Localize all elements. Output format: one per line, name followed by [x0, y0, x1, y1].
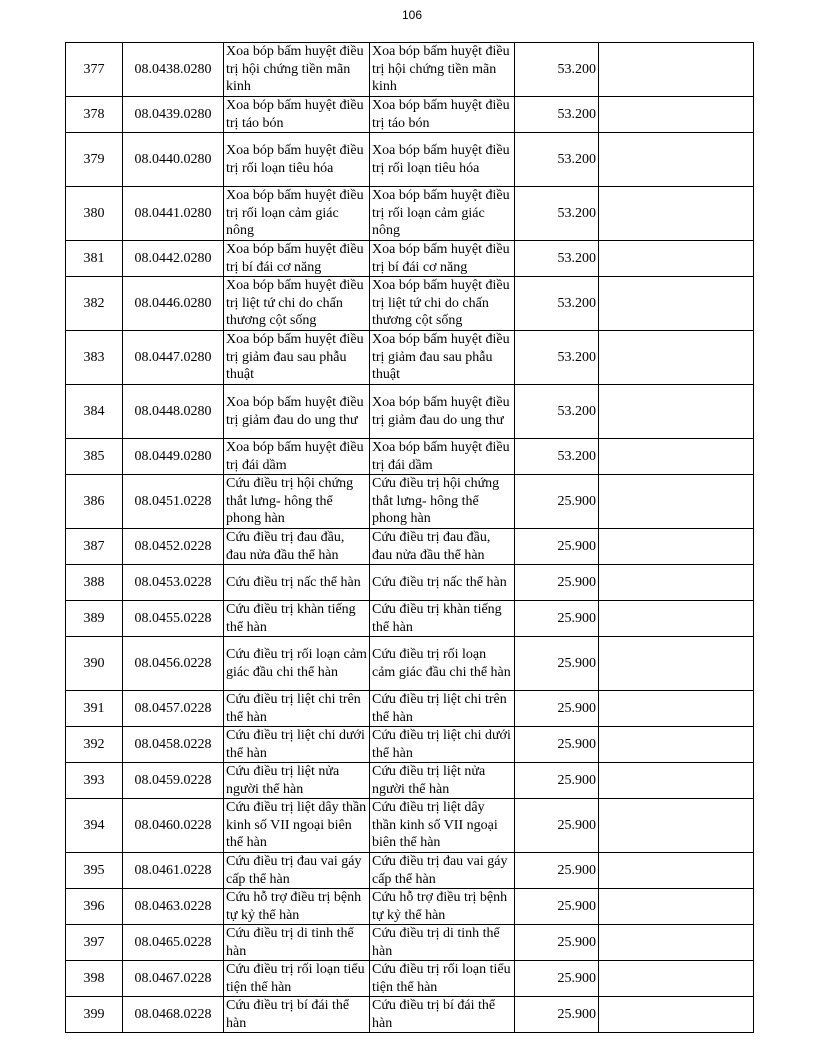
table-row — [66, 529, 754, 565]
row-note — [599, 565, 754, 601]
row-service-name-2: Cứu điều trị liệt chi dưới thể hàn — [370, 727, 515, 763]
row-price: 53.200 — [515, 439, 599, 475]
row-service-name-2: Cứu điều trị liệt dây thần kinh số VII ngoại biên thể hàn — [370, 799, 515, 853]
table-row — [66, 691, 754, 727]
row-service-name-2: Cứu điều trị đau đầu, đau nửa đầu thể hàn — [370, 529, 515, 565]
table-row — [66, 385, 754, 439]
row-code: 08.0465.0228 — [123, 925, 224, 961]
row-price: 25.900 — [515, 727, 599, 763]
row-code: 08.0458.0228 — [123, 727, 224, 763]
row-stt: 396 — [66, 889, 123, 925]
row-stt: 380 — [66, 187, 123, 241]
row-service-name-2: Xoa bóp bấm huyệt điều trị táo bón — [370, 97, 515, 133]
row-note — [599, 439, 754, 475]
row-note — [599, 241, 754, 277]
row-price: 25.900 — [515, 475, 599, 529]
row-service-name: Cứu điều trị bí đái thể hàn — [224, 997, 370, 1033]
row-service-name-2: Xoa bóp bấm huyệt điều trị bí đái cơ năng — [370, 241, 515, 277]
row-note — [599, 997, 754, 1033]
row-price: 25.900 — [515, 763, 599, 799]
table-body — [66, 43, 754, 1033]
row-service-name-2: Xoa bóp bấm huyệt điều trị hội chứng tiền mãn kinh — [370, 43, 515, 97]
row-service-name-2: Xoa bóp bấm huyệt điều trị giảm đau sau phẫu thuật — [370, 331, 515, 385]
row-stt: 394 — [66, 799, 123, 853]
row-service-name-2: Cứu điều trị đau vai gáy cấp thể hàn — [370, 853, 515, 889]
row-stt: 392 — [66, 727, 123, 763]
table-row — [66, 565, 754, 601]
row-note — [599, 763, 754, 799]
row-price: 25.900 — [515, 853, 599, 889]
row-stt: 387 — [66, 529, 123, 565]
row-service-name: Xoa bóp bấm huyệt điều trị liệt tứ chi do chấn thương cột sống — [224, 277, 370, 331]
row-code: 08.0460.0228 — [123, 799, 224, 853]
row-service-name-2: Cứu hỗ trợ điều trị bệnh tự kỷ thể hàn — [370, 889, 515, 925]
row-price: 25.900 — [515, 925, 599, 961]
page-number: 106 — [401, 8, 423, 22]
row-note — [599, 853, 754, 889]
row-service-name-2: Cứu điều trị nấc thể hàn — [370, 565, 515, 601]
row-service-name: Cứu điều trị liệt nửa người thể hàn — [224, 763, 370, 799]
row-note — [599, 475, 754, 529]
row-code: 08.0446.0280 — [123, 277, 224, 331]
table-row — [66, 853, 754, 889]
row-note — [599, 925, 754, 961]
row-stt: 395 — [66, 853, 123, 889]
table-row — [66, 133, 754, 187]
table-row — [66, 637, 754, 691]
row-note — [599, 277, 754, 331]
row-note — [599, 43, 754, 97]
row-code: 08.0461.0228 — [123, 853, 224, 889]
row-price: 53.200 — [515, 241, 599, 277]
row-code: 08.0449.0280 — [123, 439, 224, 475]
row-service-name-2: Xoa bóp bấm huyệt điều trị rối loạn cảm giác nông — [370, 187, 515, 241]
row-service-name-2: Cứu điều trị di tinh thể hàn — [370, 925, 515, 961]
row-note — [599, 961, 754, 997]
row-service-name: Cứu điều trị đau đầu, đau nửa đầu thể hàn — [224, 529, 370, 565]
row-service-name: Xoa bóp bấm huyệt điều trị giảm đau sau phẫu thuật — [224, 331, 370, 385]
row-note — [599, 529, 754, 565]
table-row — [66, 997, 754, 1033]
row-service-name: Cứu điều trị hội chứng thắt lưng- hông thể phong hàn — [224, 475, 370, 529]
row-service-name-2: Cứu điều trị hội chứng thắt lưng- hông thể phong hàn — [370, 475, 515, 529]
row-price: 53.200 — [515, 331, 599, 385]
table-row — [66, 331, 754, 385]
table-row — [66, 475, 754, 529]
row-service-name: Xoa bóp bấm huyệt điều trị đái dầm — [224, 439, 370, 475]
row-price: 25.900 — [515, 997, 599, 1033]
row-stt: 381 — [66, 241, 123, 277]
row-service-name-2: Cứu điều trị bí đái thể hàn — [370, 997, 515, 1033]
row-code: 08.0451.0228 — [123, 475, 224, 529]
table-row — [66, 925, 754, 961]
row-code: 08.0439.0280 — [123, 97, 224, 133]
row-code: 08.0447.0280 — [123, 331, 224, 385]
table-row — [66, 799, 754, 853]
row-note — [599, 601, 754, 637]
row-service-name-2: Cứu điều trị rối loạn tiểu tiện thể hàn — [370, 961, 515, 997]
row-service-name: Cứu điều trị rối loạn tiểu tiện thể hàn — [224, 961, 370, 997]
row-note — [599, 97, 754, 133]
row-service-name: Xoa bóp bấm huyệt điều trị táo bón — [224, 97, 370, 133]
row-code: 08.0453.0228 — [123, 565, 224, 601]
row-note — [599, 331, 754, 385]
row-price: 25.900 — [515, 889, 599, 925]
row-stt: 383 — [66, 331, 123, 385]
row-price: 53.200 — [515, 133, 599, 187]
row-stt: 377 — [66, 43, 123, 97]
row-service-name: Xoa bóp bấm huyệt điều trị giảm đau do ung thư — [224, 385, 370, 439]
table-row — [66, 763, 754, 799]
table-row — [66, 277, 754, 331]
row-stt: 388 — [66, 565, 123, 601]
row-service-name: Cứu điều trị rối loạn cảm giác đầu chi thể hàn — [224, 637, 370, 691]
row-note — [599, 799, 754, 853]
row-stt: 386 — [66, 475, 123, 529]
row-service-name-2: Cứu điều trị liệt nửa người thể hàn — [370, 763, 515, 799]
price-table — [65, 42, 754, 1033]
row-service-name-2: Cứu điều trị khàn tiếng thể hàn — [370, 601, 515, 637]
row-service-name-2: Xoa bóp bấm huyệt điều trị liệt tứ chi do chấn thương cột sống — [370, 277, 515, 331]
row-stt: 399 — [66, 997, 123, 1033]
row-price: 25.900 — [515, 529, 599, 565]
row-service-name-2: Xoa bóp bấm huyệt điều trị giảm đau do ung thư — [370, 385, 515, 439]
row-price: 53.200 — [515, 385, 599, 439]
row-service-name-2: Cứu điều trị liệt chi trên thể hàn — [370, 691, 515, 727]
row-stt: 382 — [66, 277, 123, 331]
table-row — [66, 601, 754, 637]
row-code: 08.0459.0228 — [123, 763, 224, 799]
row-service-name: Cứu điều trị liệt chi dưới thể hàn — [224, 727, 370, 763]
row-stt: 390 — [66, 637, 123, 691]
row-stt: 398 — [66, 961, 123, 997]
row-code: 08.0441.0280 — [123, 187, 224, 241]
row-price: 25.900 — [515, 565, 599, 601]
row-code: 08.0438.0280 — [123, 43, 224, 97]
row-service-name: Xoa bóp bấm huyệt điều trị bí đái cơ năng — [224, 241, 370, 277]
row-service-name: Cứu điều trị di tinh thể hàn — [224, 925, 370, 961]
row-code: 08.0456.0228 — [123, 637, 224, 691]
row-stt: 393 — [66, 763, 123, 799]
row-note — [599, 385, 754, 439]
table-row — [66, 43, 754, 97]
row-note — [599, 637, 754, 691]
row-stt: 379 — [66, 133, 123, 187]
row-service-name: Xoa bóp bấm huyệt điều trị rối loạn cảm giác nông — [224, 187, 370, 241]
row-stt: 389 — [66, 601, 123, 637]
row-service-name: Cứu điều trị liệt chi trên thể hàn — [224, 691, 370, 727]
row-note — [599, 187, 754, 241]
row-price: 25.900 — [515, 961, 599, 997]
row-stt: 384 — [66, 385, 123, 439]
row-stt: 385 — [66, 439, 123, 475]
row-service-name: Cứu điều trị liệt dây thần kinh số VII ngoại biên thể hàn — [224, 799, 370, 853]
table-row — [66, 241, 754, 277]
table-row — [66, 727, 754, 763]
row-code: 08.0440.0280 — [123, 133, 224, 187]
row-service-name-2: Cứu điều trị rối loạn cảm giác đầu chi thể hàn — [370, 637, 515, 691]
table-row — [66, 889, 754, 925]
row-service-name: Cứu hỗ trợ điều trị bệnh tự kỷ thể hàn — [224, 889, 370, 925]
table-row — [66, 97, 754, 133]
row-note — [599, 133, 754, 187]
row-code: 08.0468.0228 — [123, 997, 224, 1033]
row-service-name: Cứu điều trị đau vai gáy cấp thể hàn — [224, 853, 370, 889]
row-price: 53.200 — [515, 187, 599, 241]
row-stt: 397 — [66, 925, 123, 961]
row-stt: 391 — [66, 691, 123, 727]
row-code: 08.0463.0228 — [123, 889, 224, 925]
row-price: 25.900 — [515, 601, 599, 637]
row-note — [599, 889, 754, 925]
row-code: 08.0452.0228 — [123, 529, 224, 565]
row-price: 25.900 — [515, 799, 599, 853]
row-service-name: Cứu điều trị khàn tiếng thể hàn — [224, 601, 370, 637]
table-row — [66, 187, 754, 241]
row-note — [599, 727, 754, 763]
row-code: 08.0442.0280 — [123, 241, 224, 277]
row-price: 25.900 — [515, 691, 599, 727]
row-service-name: Xoa bóp bấm huyệt điều trị rối loạn tiêu hóa — [224, 133, 370, 187]
row-price: 53.200 — [515, 97, 599, 133]
row-service-name-2: Xoa bóp bấm huyệt điều trị rối loạn tiêu hóa — [370, 133, 515, 187]
table-row — [66, 961, 754, 997]
row-code: 08.0457.0228 — [123, 691, 224, 727]
row-price: 53.200 — [515, 277, 599, 331]
row-service-name: Xoa bóp bấm huyệt điều trị hội chứng tiền mãn kinh — [224, 43, 370, 97]
row-note — [599, 691, 754, 727]
row-service-name: Cứu điều trị nấc thể hàn — [224, 565, 370, 601]
row-code: 08.0455.0228 — [123, 601, 224, 637]
row-price: 53.200 — [515, 43, 599, 97]
row-code: 08.0448.0280 — [123, 385, 224, 439]
row-stt: 378 — [66, 97, 123, 133]
row-code: 08.0467.0228 — [123, 961, 224, 997]
row-service-name-2: Xoa bóp bấm huyệt điều trị đái dầm — [370, 439, 515, 475]
table-row — [66, 439, 754, 475]
row-price: 25.900 — [515, 637, 599, 691]
